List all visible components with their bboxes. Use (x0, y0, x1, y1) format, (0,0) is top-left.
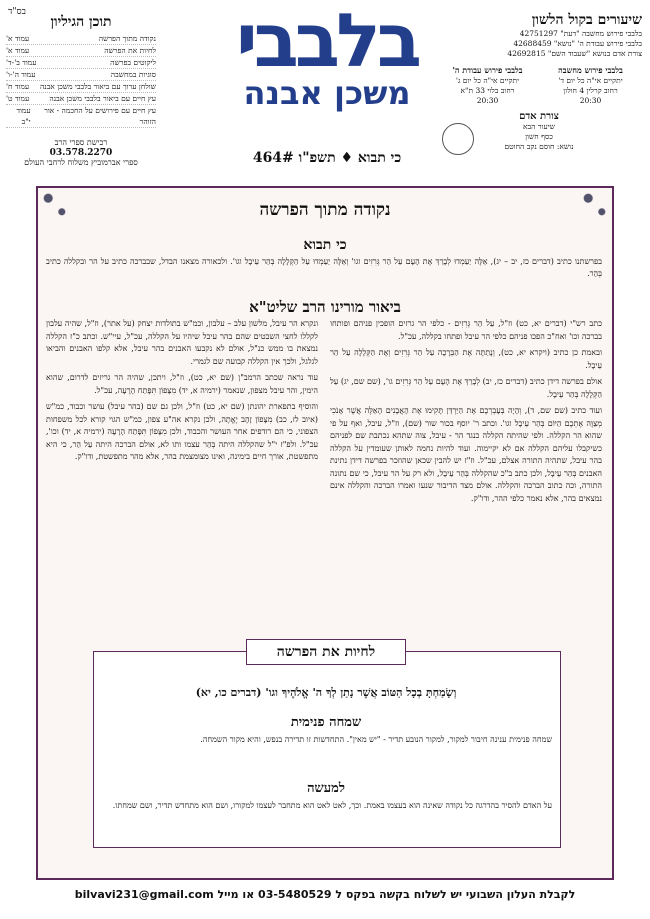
live-parsha-box (93, 651, 561, 848)
inner-joy-paragraph: שמחה פנימית ענינה חיבור למקור, למקור הנובע תדיר - "יש מאין". התחדשות זו תדירה בנפש, והיא מקור השמחה. (200, 735, 552, 744)
lesson-time: 20:30 (579, 96, 602, 105)
toc-row (6, 93, 156, 105)
lesson-time: 20:30 (476, 96, 499, 105)
bsd-mark: בס"ד (8, 7, 26, 17)
toc-row (6, 81, 156, 93)
toc-item-page: עמוד ח' (6, 82, 30, 91)
pasuk-quote: וְשָׂמַחְתָּ בְכָל הַטּוֹב אֲשֶׁר נָתַן לְךָ ה' אֱלֹהֶיךָ וגו' (דברים כו, יא) (195, 686, 457, 699)
practice-paragraph: על האדם להסיר בהדרגה כל נקודה שאינה הוא בעצמו באמת. וכך, לאט לאט הוא מתחבר לעצמו למקורו, ושם הוא מתחדש תדיר, ושם שמחתו. (112, 801, 552, 810)
toc-item-label: ליקוטים בפרשה (110, 58, 156, 67)
toc-item-page: עמוד ט' (6, 94, 30, 103)
toc-item-label: עץ חיים עם ביאור בלבבי משכן אבנה (49, 94, 156, 103)
lesson-column (436, 65, 539, 106)
toc-item-page: עמוד י"ב (16, 106, 31, 126)
toc-row (6, 69, 156, 81)
toc-item-label: לחיות את הפרשה (104, 46, 156, 55)
toc-item-page: עמוד ה'-ו' (6, 70, 36, 79)
practice-heading: למעשה (307, 781, 345, 796)
article-paragraph: והוסיף בתפארת יהונתן (שם יא, כט) וז"ל, ולכן גם שם (בהר עיבל) עושר וכבוד, כמ"ש (איוב לז, כב) מִצָּפוֹן זָהָב יֶאֱתֶה, ולכן נקרא אה"ע צפון, כמ"ש הגוי קורא לכל משפחות הצפוני, כי הם רודפים אחר העושר והכבוד, ולכן מִצָּפוֹן תִּפָּתַח הָרָעָה (ירמיה א, יד) וכו', עכ"ל. ולפ"ז י"ל שהקללה היתה בְּהַר עצמו ותו לא, אולם הברכה היתה עַל הַר, כי היא מתפשטת, אורך חיים בימינה, ואינו מצומצמת בהר, אלא מהר מתפשטת, ודו"ק. (46, 402, 318, 461)
contact-label: רכישת ספרי הרב (54, 138, 108, 147)
toc-item-page: עמוד ב'-ד' (6, 58, 37, 67)
toc-item-label: סוגיות במחשבה (110, 70, 156, 79)
toc-title: תוכן הגיליון (50, 14, 112, 30)
lessons-line: צורת אדם בנושא "שעבוד השם" 42692815 (507, 49, 642, 58)
article-paragraph: ועוד כתיב (שם שם, ד), וְהָיָה בְּעָבְרְכֶם אֶת הַיַּרְדֵּן תָּקִימוּ אֶת הָאֲבָנִים הָאֵלֶּה אֲשֶׁר אָנֹכִי מְצַוֶּה אֶתְכֶם הַיּוֹם בְּהַר עֵיבָל וגו'. וכתב ר' יוסף בכור שור (שם), וז"ל, עיבל, ואף על פי שהוא הר הקללה. ולפי שהיתה הקללה כנגד הר - עיבל, צוה שתהא נכתבת שם לפניהם כשיקבלו עליהם הקללה אם לא יקיימוה. ועוד להיות נחמה לאותן שעומדין על הקללה בהר עיבל, שתהיה התורה אצלם, עכ"ל. וז"ז יש להבין שכאן שהוזכר בפרשה דידן נתינת האבנים בְּהַר עֵיבָל, ולכן כתב ב"כ שהקללה בְּהַר עֵיבָל, ולא רק על הר עיבל, כי שם נתונה התורה, וכה כתוב הברכה והקללה. אולם מצד הדיבור שנעו ואמרו הברכה והקללה אינם נמצאים בהר, אלא נאמר כלפי ההר, ודו"ק. (330, 406, 602, 503)
lesson-column-title: בלבבי פירוש עבודת ה' (452, 65, 523, 75)
article-column-left (46, 318, 318, 468)
tzurat-line: נושא: חוסם נקב החוטם (504, 142, 574, 151)
lesson-address: רחוב בלוי 33 ת"א (460, 86, 515, 95)
toc-item-label: נקודה מתוך הפרשה (98, 34, 156, 43)
lesson-column-title: בלבבי פירוש מחשבה (558, 65, 623, 75)
lessons-title: שיעורים בקול הלשון (531, 12, 642, 28)
toc-row (6, 57, 156, 69)
tzurat-line: כסף חשון (525, 132, 553, 141)
contact-note: ספרי אברמוביץ משלוח לרחבי העולם (24, 158, 138, 167)
article-paragraph: ובאמת כן כתיב (ויקרא יא, כט), וְנָתַתָּה אֶת הַבְּרָכָה עַל הַר גְּרִזִים וְאֶת הַקְּלָלָה עַל הַר עֵיבָל. (330, 348, 602, 370)
toc-row (6, 105, 156, 128)
biur-title: ביאור מורינו הרב שליט"א (249, 298, 401, 316)
lesson-day: יתקיים אי"ה כל יום ד' (558, 76, 623, 85)
parsha-title: כי תבוא (303, 237, 347, 253)
logo-main-text: בלבבי (236, 0, 418, 84)
books-contact (6, 138, 156, 168)
logo-sub-text: משכן אבנה (243, 74, 411, 112)
toc-item-label: עץ חיים עם פירושים על החכמה - אור הזוהר (44, 106, 156, 126)
section-title: נקודה מתוך הפרשה (259, 200, 391, 220)
toc-row (6, 45, 156, 57)
lessons-line: בלבבי פירוש עבודת ה' "נושא" 42688459 (513, 39, 642, 48)
footer-subscribe: לקבלת העלון השבועי יש לשלוח בקשה בפקס ל 03-5480529 או מייל bilvavi231@gmail.com (74, 888, 576, 901)
article-paragraph: עוד נראה שכתב הרמב"ן (שם יא, כט), וז"ל, ויתכן, שהיה הר גריזים לדרום, שהוא הימין, והר עיבל מצפון, שנאמר (ירמיה א, יד) מִצָּפוֹן תִּפָּתַח הָרָעָה, עכ"ל. (46, 373, 318, 395)
article-paragraph: ונקרא הר עיבל, מלשון עלב – עלבון, וכמ"ש בתולדות יצחק (על אתר), וז"ל, שהיה עלבון לקללו לחצי השבטים שהם בהר עיבל שיהיו על הקללה, עכ"ל, עיי"ש. וכתב כ"ז הקללה נמצאת בו ממש כנ"ל, אולם לא נקבעו האבנים בהר עיבל, אלא קלפו האבנים והביאו לגלגל, ולכך אין הקללה קבועה שם לגמרי. (46, 319, 318, 366)
tzurat-line: שיעור הבא (523, 122, 555, 131)
tzurat-title: צורת אדם (519, 111, 559, 122)
toc-item-page: עמוד א' (6, 34, 30, 43)
toc-item-page: עמוד א' (6, 46, 30, 55)
contact-phone: 03.578.2270 (49, 148, 113, 158)
lesson-column (539, 65, 642, 106)
inner-joy-heading: שמחה פנימית (290, 715, 362, 730)
intro-paragraph: בפרשתנו כתיב (דברים כז, יב – יג), אֵלֶּה יַעַמְדוּ לְבָרֵךְ אֶת הָעָם עַל הַר גְּרִזִים וגו' וְאֵלֶּה יַעַמְדוּ עַל הַקְּלָלָה בְּהַר עֵיבָל וגו'. ולכאורה מצאנו הבדל, שבברכה כתיב על הר ובקללה כתיב בְּהַר. (46, 257, 602, 278)
lessons-line: בלבבי פירוש מחשבה "דעת" 42751297 (519, 29, 642, 38)
toc-item-label: שולחן ערוך עם ביאור בלבבי משכן אבנה (39, 82, 156, 91)
article-paragraph: כתב רש"י (דברים יא, כט) וז"ל, עַל הַר גְּרִזִים - כלפי הר גרזים הופכין פניהם ופותחו בברכה וכו' ואח"כ הפכו פניהם כלפי הר עיבל ופתחו בקללה, עכ"ל. (330, 319, 602, 341)
table-of-contents (6, 14, 156, 168)
article-paragraph: אולם בפרשה דידן כתיב (דברים כז, יב) לְבָרֵךְ אֶת הָעָם עַל הַר גְּרִזִים גו', (שם שם, יג) עַל הַקְּלָלָה בְּהַר עֵיבָל. (330, 377, 602, 399)
issue-line: כי תבוא ♦ תשפ"ו 464# (252, 150, 402, 166)
article-column-right (330, 318, 602, 509)
emblem-circle (442, 123, 474, 155)
lesson-address: רחוב קרלין 4 חולון (563, 86, 618, 95)
logo (228, 0, 426, 112)
toc-row (6, 33, 156, 45)
live-parsha-title: לחיות את הפרשה (246, 639, 406, 665)
lesson-day: יתקיים אי"ה כל יום ג' (455, 76, 520, 85)
